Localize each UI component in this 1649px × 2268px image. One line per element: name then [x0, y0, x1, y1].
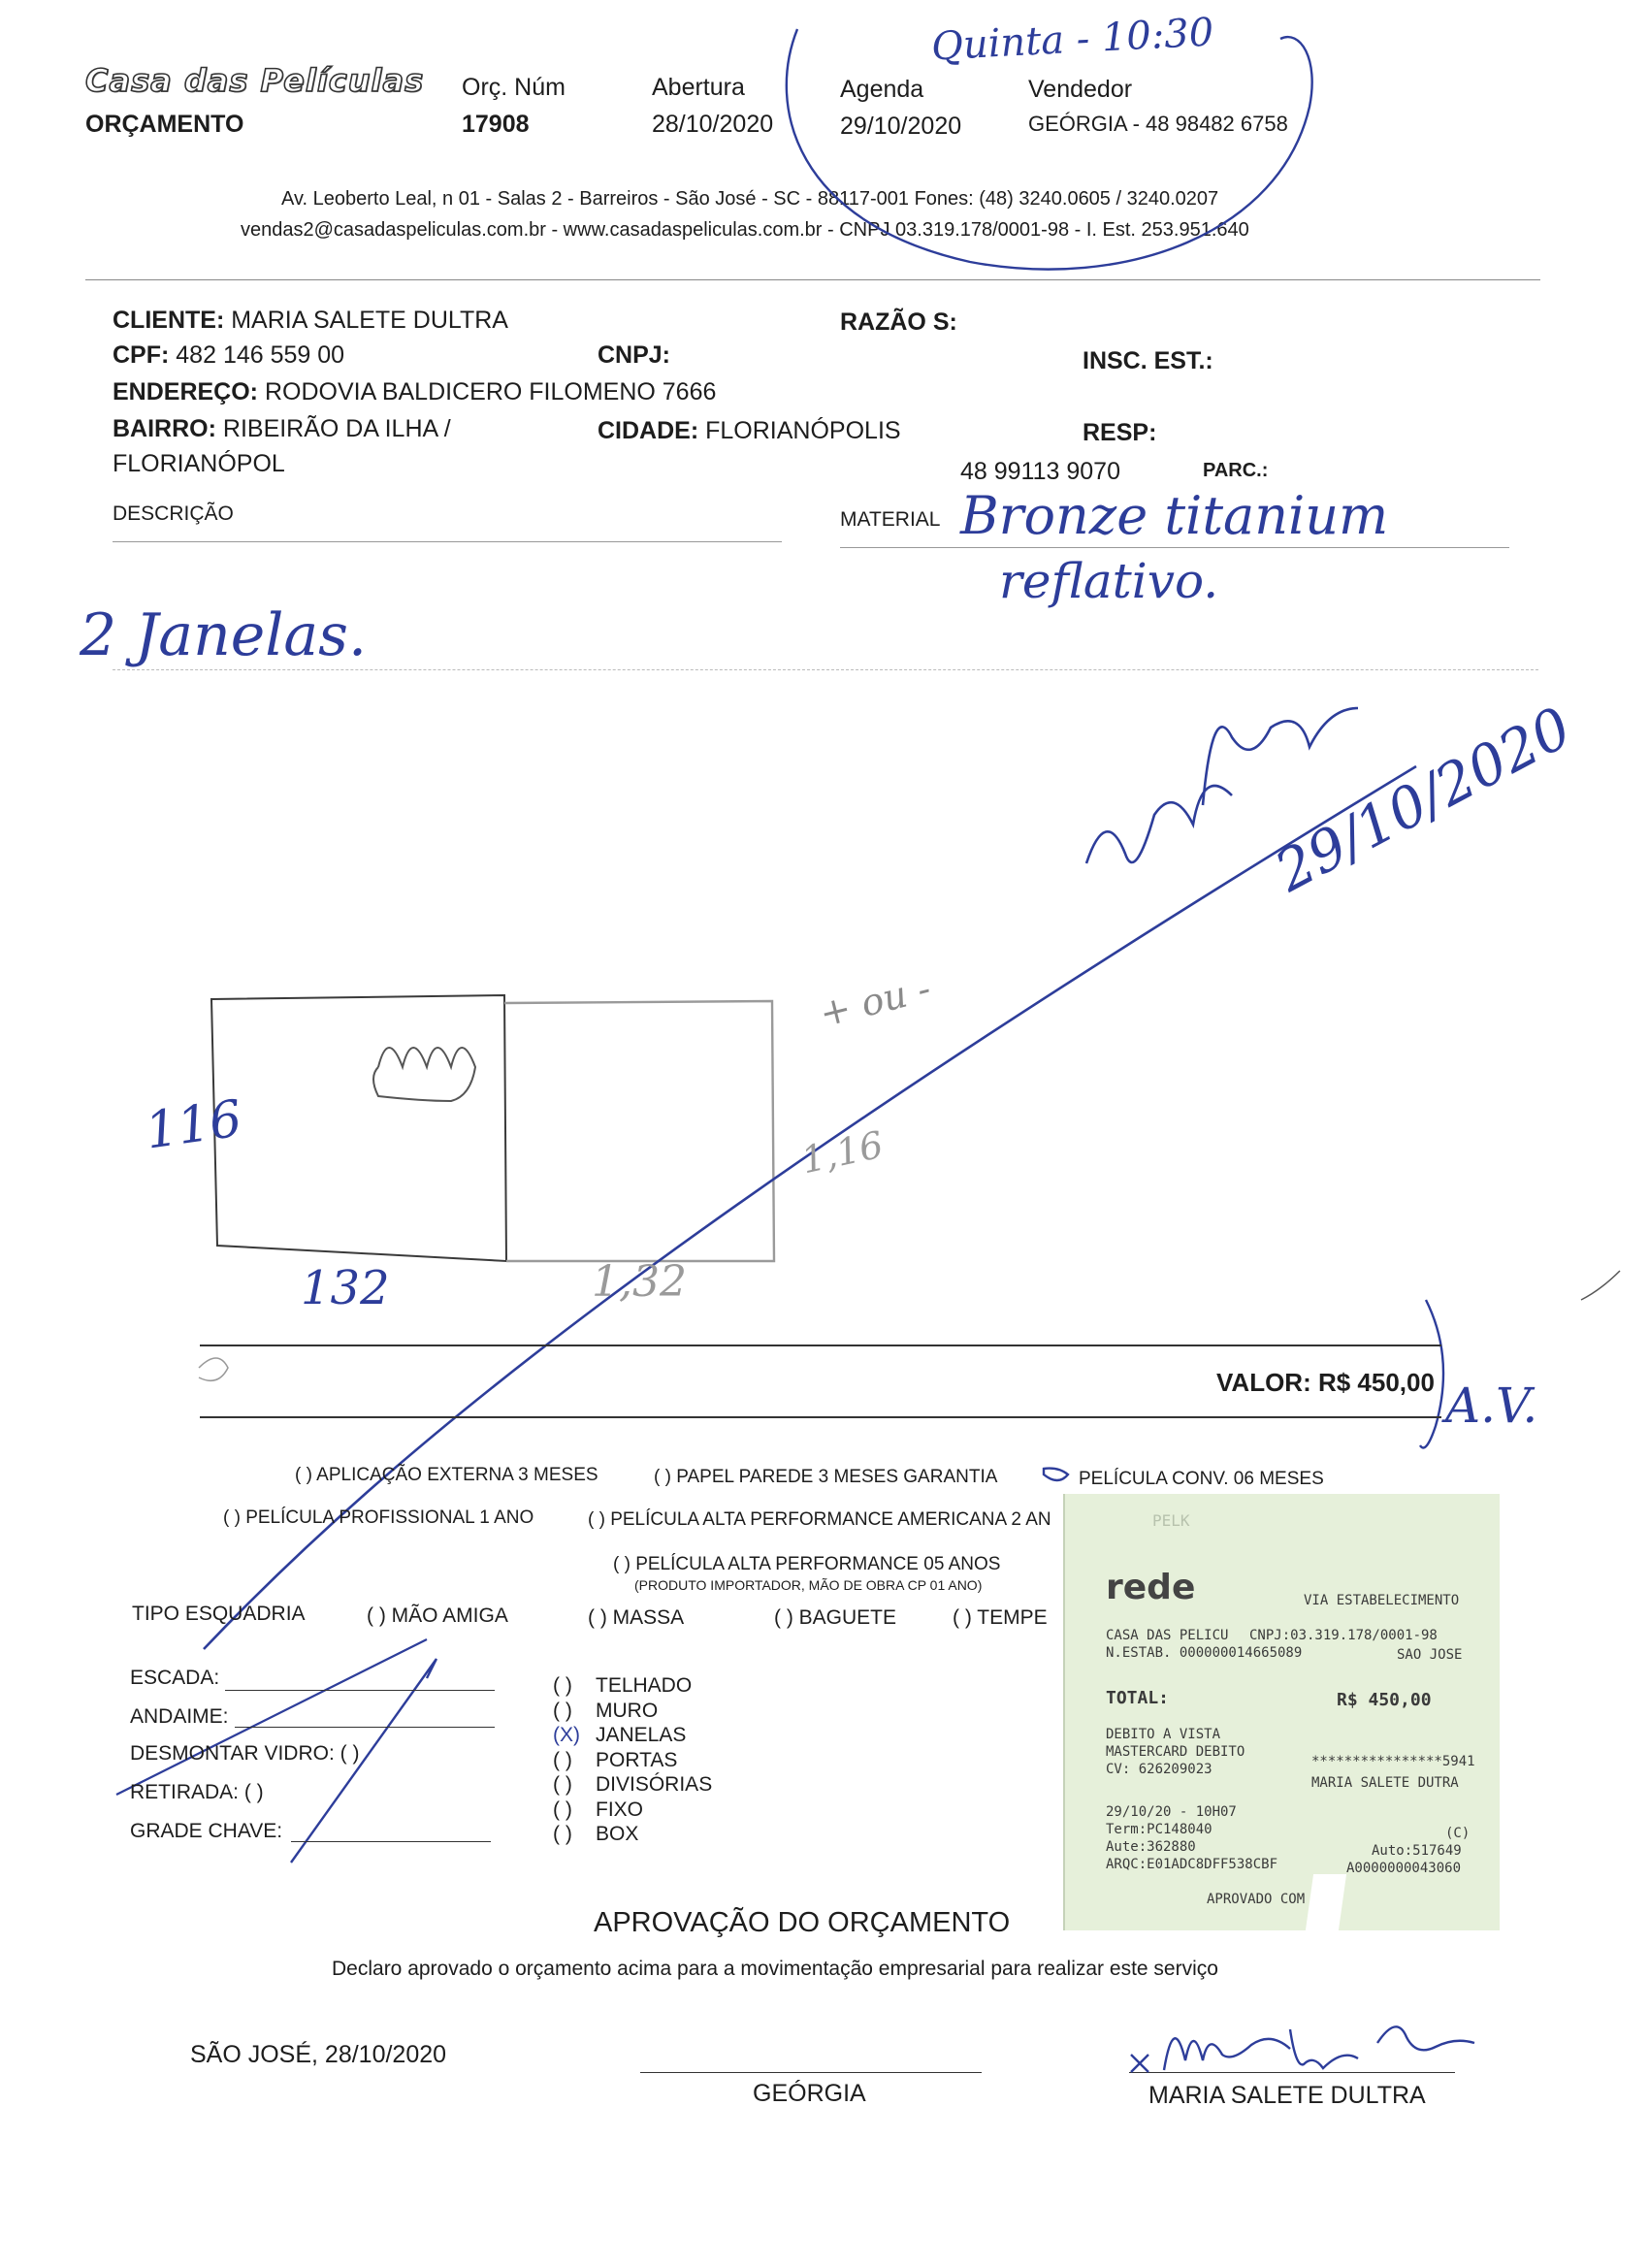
address-value: RODOVIA BALDICERO FILOMENO 7666	[264, 378, 717, 405]
receipt-city: SAO JOSE	[1397, 1647, 1463, 1663]
material-label: MATERIAL	[840, 508, 941, 531]
receipt-total-value: R$ 450,00	[1337, 1690, 1432, 1710]
cpf-value: 482 146 559 00	[176, 341, 345, 369]
grade-chave-label: GRADE CHAVE:	[130, 1820, 283, 1842]
address-row: ENDEREÇO: RODOVIA BALDICERO FILOMENO 7666	[113, 378, 717, 405]
bairro-cont: FLORIANÓPOL	[113, 450, 285, 477]
av-note: A.V.	[1445, 1377, 1538, 1434]
client-phone: 48 99113 9070	[960, 458, 1120, 485]
approval-place-date: SÃO JOSÉ, 28/10/2020	[190, 2041, 447, 2068]
desmontar-box: ( )	[340, 1742, 360, 1765]
esquadria-label: TIPO ESQUADRIA	[132, 1603, 306, 1625]
insc-label: INSC. EST.:	[1083, 347, 1213, 374]
receipt-c-mark: (C)	[1445, 1826, 1471, 1841]
receipt-card: MASTERCARD DEBITO	[1106, 1744, 1245, 1760]
receipt-arqc: ARQC:E01ADC8DFF538CBF	[1106, 1857, 1278, 1872]
escada-label: ESCADA:	[130, 1667, 220, 1689]
esquadria-baguete: ( ) BAGUETE	[774, 1606, 897, 1629]
receipt-total-label: TOTAL:	[1106, 1688, 1170, 1708]
option-pelicula-conv: PELÍCULA CONV. 06 MESES	[1079, 1469, 1324, 1489]
company-logo: Casa das Películas	[85, 62, 425, 99]
client-signature-name: MARIA SALETE DULTRA	[1148, 2082, 1426, 2109]
option-pelicula-05-note: (PRODUTO IMPORTADOR, MÃO DE OBRA CP 01 ANO)	[634, 1577, 983, 1593]
cidade-row: CIDADE: FLORIANÓPOLIS	[598, 417, 901, 444]
valor-amount: R$ 450,00	[1317, 1368, 1435, 1397]
desmontar-vidro-label: DESMONTAR VIDRO: ( )	[130, 1742, 360, 1765]
height-label: 116	[142, 1089, 245, 1161]
client-name: MARIA SALETE DULTRA	[231, 307, 508, 334]
cidade-value: FLORIANÓPOLIS	[705, 417, 901, 444]
material-handwriting-2: reflativo.	[999, 553, 1219, 609]
retirada-label: RETIRADA: ( )	[130, 1781, 264, 1803]
abertura-label: Abertura	[652, 74, 745, 101]
receipt-brand-logo: rede	[1106, 1568, 1196, 1607]
checklist-item: ( ) TELHADO	[553, 1674, 693, 1697]
plus-minus-note: + ou -	[815, 966, 935, 1036]
valor-top-line	[200, 1345, 1441, 1346]
receipt-term: Term:PC148040	[1106, 1822, 1212, 1837]
esquadria-mao-amiga: ( ) MÃO AMIGA	[367, 1604, 508, 1627]
card-receipt	[1063, 1494, 1500, 1930]
height-label-2: 1,16	[797, 1122, 888, 1183]
receipt-aute: Aute:362880	[1106, 1839, 1196, 1855]
receipt-datetime: 29/10/20 - 10H07	[1106, 1804, 1237, 1820]
receipt-card-number: ****************5941	[1311, 1754, 1475, 1769]
grade-chave-line	[291, 1841, 491, 1842]
abertura-date: 28/10/2020	[652, 111, 774, 138]
escada-line	[225, 1690, 495, 1691]
checklist-item: ( ) PORTAS	[553, 1748, 678, 1771]
receipt-estab: N.ESTAB. 000000014665089	[1106, 1645, 1303, 1661]
checklist-item: (X) JANELAS	[553, 1724, 687, 1746]
retirada-box: ( )	[243, 1781, 264, 1803]
approval-text: Declaro aprovado o orçamento acima para a movimentação empresarial para realizar este serviço	[332, 1958, 1218, 1980]
receipt-auto: Auto:517649	[1372, 1843, 1462, 1859]
vendedor-label: Vendedor	[1028, 76, 1133, 103]
checklist-item: ( ) DIVISÓRIAS	[553, 1773, 713, 1796]
razao-label: RAZÃO S:	[840, 308, 957, 336]
company-address: Av. Leoberto Leal, n 01 - Salas 2 - Barreiros - São José - SC - 88117-001 Fones: (48) 3240.0605 / 3240.0207	[281, 188, 1219, 210]
option-pelicula-profissional: ( ) PELÍCULA PROFISSIONAL 1 ANO	[223, 1507, 534, 1528]
receipt-torn-edge	[1306, 1874, 1346, 1930]
orc-number: 17908	[462, 111, 530, 138]
checklist-item: ( ) BOX	[553, 1823, 639, 1845]
width-label-2: 1,32	[592, 1257, 687, 1307]
receipt-cnpj: CNPJ:03.319.178/0001-98	[1249, 1628, 1438, 1643]
receipt-side-text: PELK	[1152, 1511, 1190, 1530]
bairro-value: RIBEIRÃO DA ILHA /	[222, 415, 451, 442]
descricao-label: DESCRIÇÃO	[113, 502, 234, 525]
service-checklist	[553, 1674, 712, 1848]
seller-signature-line	[640, 2072, 982, 2073]
cnpj-label: CNPJ:	[598, 341, 671, 369]
receipt-holder: MARIA SALETE DUTRA	[1311, 1775, 1459, 1791]
bairro-row: BAIRRO: RIBEIRÃO DA ILHA /	[113, 415, 451, 442]
receipt-aprovado: APROVADO COM	[1207, 1892, 1306, 1907]
approval-title: APROVAÇÃO DO ORÇAMENTO	[594, 1907, 1011, 1938]
checklist-item: ( ) MURO	[553, 1699, 659, 1722]
esquadria-massa: ( ) MASSA	[588, 1606, 685, 1629]
agenda-label: Agenda	[840, 76, 924, 103]
receipt-merchant: CASA DAS PELICU	[1106, 1628, 1229, 1643]
receipt-cv: CV: 626209023	[1106, 1762, 1212, 1777]
checklist-item: ( ) FIXO	[553, 1798, 644, 1821]
option-aplicacao-externa: ( ) APLICAÇÃO EXTERNA 3 MESES	[295, 1465, 598, 1485]
receipt-debit: DEBITO A VISTA	[1106, 1727, 1221, 1742]
receipt-aid: A0000000043060	[1346, 1861, 1462, 1876]
company-contact: vendas2@casadaspeliculas.com.br - www.casadaspeliculas.com.br - CNPJ 03.319.178/0001-98 - I. Est. 253.951.640	[241, 219, 1249, 241]
valor-bottom-line	[200, 1416, 1441, 1418]
parc-label: PARC.:	[1203, 460, 1269, 481]
option-pelicula-05-anos: ( ) PELÍCULA ALTA PERFORMANCE 05 ANOS	[613, 1554, 1001, 1574]
resp-label: RESP:	[1083, 419, 1157, 446]
orc-label: Orç. Núm	[462, 74, 566, 101]
vendedor-value: GEÓRGIA - 48 98482 6758	[1028, 112, 1288, 136]
andaime-label: ANDAIME:	[130, 1705, 229, 1728]
receipt-via: VIA ESTABELECIMENTO	[1304, 1593, 1460, 1608]
seller-name: GEÓRGIA	[753, 2080, 866, 2107]
andaime-line	[235, 1727, 495, 1728]
handwritten-schedule-note: Quinta - 10:30	[929, 10, 1215, 70]
material-handwriting-1: Bronze titanium	[960, 485, 1389, 546]
description-handwriting: 2 Janelas.	[80, 601, 368, 669]
option-pelicula-americana: ( ) PELÍCULA ALTA PERFORMANCE AMERICANA 2 AN	[588, 1509, 1051, 1530]
width-label: 132	[301, 1261, 390, 1315]
client-name-row: CLIENTE: MARIA SALETE DULTRA	[113, 307, 508, 334]
esquadria-temperado: ( ) TEMPE	[953, 1606, 1048, 1629]
client-signature	[1125, 2010, 1484, 2088]
agenda-date: 29/10/2020	[840, 113, 962, 140]
cpf-row: CPF: 482 146 559 00	[113, 341, 345, 369]
doc-type: ORÇAMENTO	[85, 111, 244, 138]
date-handwriting: 29/10/2020	[1264, 694, 1582, 905]
option-papel-parede: ( ) PAPEL PAREDE 3 MESES GARANTIA	[654, 1467, 998, 1487]
valor-row: VALOR: R$ 450,00	[1216, 1368, 1435, 1397]
